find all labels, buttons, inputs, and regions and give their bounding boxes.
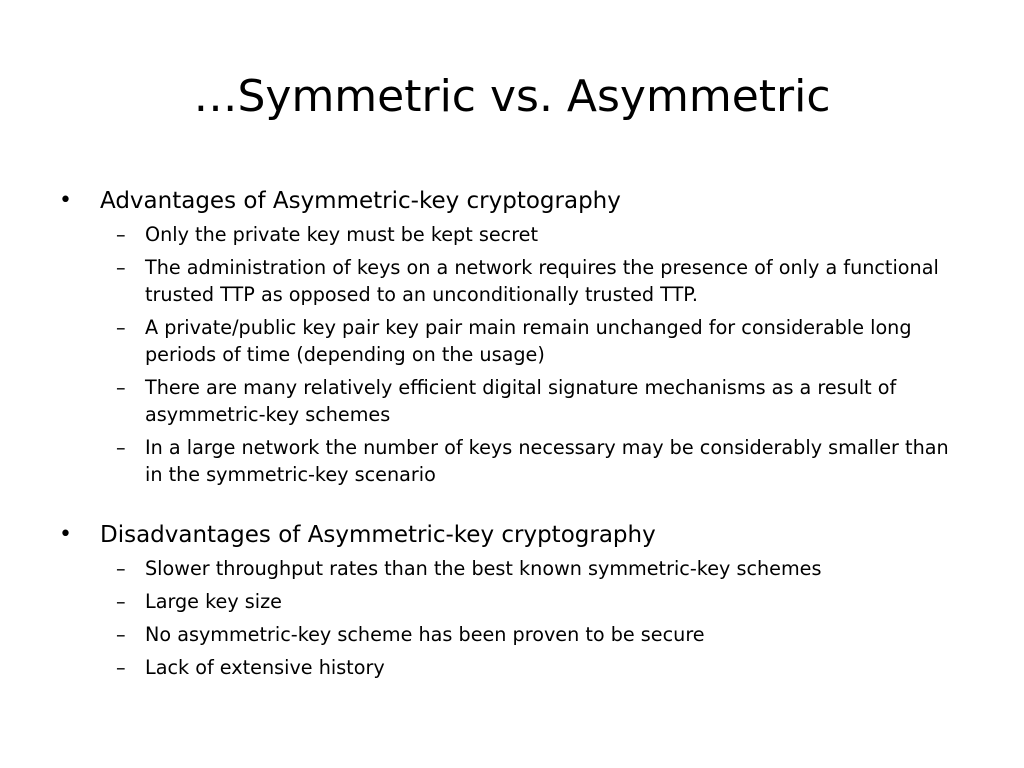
sub-list bbox=[0, 555, 1024, 681]
dash-icon: – bbox=[116, 436, 126, 459]
dash-icon: – bbox=[116, 623, 126, 646]
sub-item-text: A private/public key pair key pair main remain unchanged for considerable long periods of time (depending on the usage) bbox=[145, 316, 912, 366]
sub-item bbox=[0, 314, 965, 368]
slide-title: …Symmetric vs. Asymmetric bbox=[193, 71, 831, 122]
dash-icon: – bbox=[116, 376, 126, 399]
sub-item-text: The administration of keys on a network requires the presence of only a functional trusted TTP as opposed to an unconditionally trusted TTP. bbox=[145, 256, 939, 306]
sub-item-text: In a large network the number of keys necessary may be considerably smaller than in the symmetric-key scenario bbox=[145, 436, 949, 486]
bullet-heading: Disadvantages of Asymmetric-key cryptography bbox=[100, 522, 656, 548]
bullet-heading: Advantages of Asymmetric-key cryptography bbox=[100, 188, 621, 214]
bullet-dot-icon: • bbox=[59, 522, 72, 547]
sub-item bbox=[0, 621, 965, 648]
dash-icon: – bbox=[116, 316, 126, 339]
dash-icon: – bbox=[116, 656, 126, 679]
bullet-heading-row bbox=[0, 183, 1000, 219]
dash-icon: – bbox=[116, 256, 126, 279]
sub-item-text: Slower throughput rates than the best known symmetric-key schemes bbox=[145, 557, 822, 580]
sub-item-text: Lack of extensive history bbox=[145, 656, 385, 679]
sub-item bbox=[0, 434, 965, 488]
sub-item-text: There are many relatively efficient digital signature mechanisms as a result of asymmetric-key schemes bbox=[145, 376, 897, 426]
dash-icon: – bbox=[116, 223, 126, 246]
sub-item bbox=[0, 654, 965, 681]
sub-list bbox=[0, 221, 1024, 488]
dash-icon: – bbox=[116, 557, 126, 580]
bullet-disadvantages bbox=[0, 517, 1024, 681]
bullet-heading-row bbox=[0, 517, 1000, 553]
bullet-advantages bbox=[0, 183, 1024, 488]
sub-item-text: Only the private key must be kept secret bbox=[145, 223, 538, 246]
sub-item-text: No asymmetric-key scheme has been proven to be secure bbox=[145, 623, 705, 646]
slide-content bbox=[0, 183, 1024, 681]
bullet-dot-icon: • bbox=[59, 188, 72, 213]
sub-item bbox=[0, 555, 965, 582]
sub-item bbox=[0, 221, 965, 248]
sub-item bbox=[0, 254, 965, 308]
sub-item bbox=[0, 588, 965, 615]
sub-item-text: Large key size bbox=[145, 590, 282, 613]
dash-icon: – bbox=[116, 590, 126, 613]
sub-item bbox=[0, 374, 965, 428]
